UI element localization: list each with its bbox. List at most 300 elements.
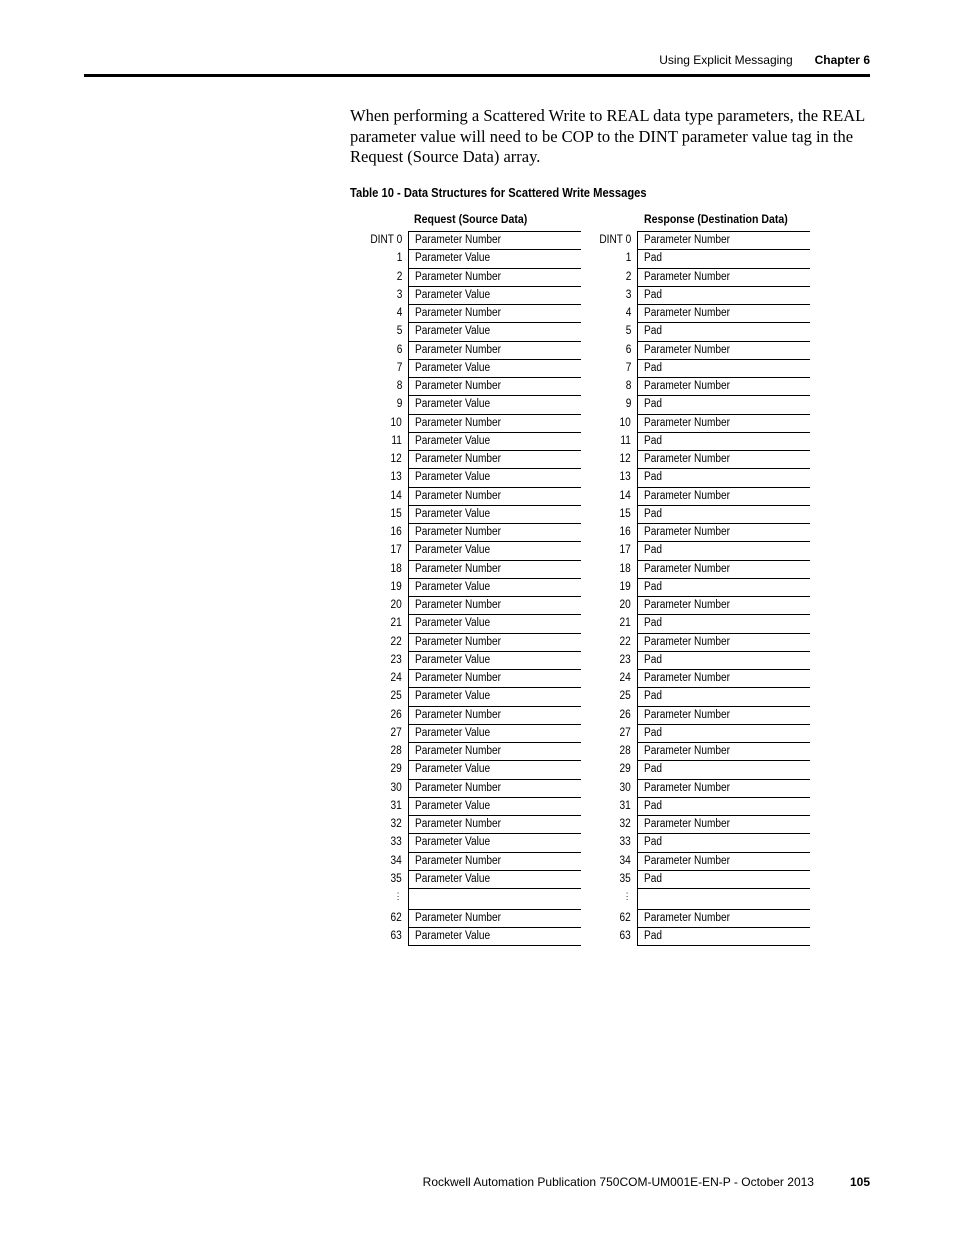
response-index-column: [577, 231, 637, 946]
response-row-index-text: 23: [619, 653, 631, 666]
request-row-index-text: 33: [390, 836, 402, 849]
request-row-index-text: 28: [390, 745, 402, 757]
response-row-value: [638, 359, 810, 377]
running-header: [659, 53, 870, 67]
response-row-index: [577, 687, 637, 705]
response-row-index: [577, 852, 637, 870]
request-row-index: [348, 304, 408, 322]
request-row-value: [409, 231, 581, 249]
request-row-value-text: Parameter Value: [415, 872, 491, 885]
request-row-value: [409, 909, 581, 927]
request-row-value: [409, 322, 581, 340]
request-row-value: [409, 779, 581, 797]
response-row-value: [638, 560, 810, 578]
response-row-value: [638, 687, 810, 705]
response-row-value-text: Parameter Number: [644, 380, 731, 392]
response-row-value: [638, 249, 810, 267]
response-row-value-text: Parameter Number: [644, 453, 731, 465]
response-row-index: [577, 414, 637, 432]
response-row-value: [638, 487, 810, 505]
response-row-index: [577, 742, 637, 760]
response-row-index: [577, 909, 637, 927]
response-row-value-text: Parameter Number: [644, 416, 731, 429]
request-row-index-text: 4: [396, 307, 402, 319]
response-row-value-text: Pad: [644, 507, 663, 520]
response-row-value: [638, 633, 810, 651]
request-row-index: [348, 760, 408, 778]
request-row-index: [348, 797, 408, 815]
response-row-value: [638, 578, 810, 596]
response-row-value: [638, 596, 810, 614]
request-row-value: [409, 852, 581, 870]
response-row-index-text: 15: [619, 507, 631, 520]
request-row-value-text: Parameter Number: [415, 818, 502, 830]
request-row-index: [348, 450, 408, 468]
request-row-value: [409, 633, 581, 651]
response-row-value: [638, 341, 810, 359]
request-row-value-text: Parameter Number: [415, 635, 502, 648]
response-row-value: [638, 505, 810, 523]
request-row-index-text: 12: [390, 453, 402, 465]
response-row-index-text: 6: [625, 343, 631, 356]
response-row-value: [638, 286, 810, 304]
request-row-index-text: 31: [390, 799, 402, 812]
request-row-value: [409, 359, 581, 377]
response-row-index-text: 19: [619, 580, 631, 593]
response-row-index-text: 26: [619, 708, 631, 721]
request-row-index-text: 32: [390, 818, 402, 830]
request-row-value-text: Parameter Number: [415, 562, 502, 575]
request-row-value-text: Parameter Number: [415, 307, 502, 319]
response-row-index: [577, 633, 637, 651]
request-row-index-text: 35: [390, 872, 402, 885]
response-row-index: [577, 322, 637, 340]
request-row-value-text: Parameter Value: [415, 252, 491, 265]
response-row-value: [638, 304, 810, 322]
request-row-index-text: 13: [390, 471, 402, 484]
request-row-value: [409, 669, 581, 687]
request-row-index-text: 25: [390, 690, 402, 703]
response-row-value: [638, 614, 810, 632]
response-row-value-text: Pad: [644, 836, 663, 849]
response-row-index: [577, 395, 637, 413]
request-row-value: [409, 377, 581, 395]
response-row-value: [638, 231, 810, 249]
request-row-index-text: 63: [390, 930, 402, 943]
response-row-index: [577, 541, 637, 559]
request-row-index: [348, 909, 408, 927]
request-row-value-text: Parameter Number: [415, 912, 502, 924]
request-row-index: [348, 578, 408, 596]
response-row-value: [638, 760, 810, 778]
response-row-index: [577, 760, 637, 778]
request-row-value: [409, 249, 581, 267]
response-row-index-text: 22: [619, 635, 631, 648]
request-row-index-text: 23: [390, 653, 402, 666]
request-row-index: [348, 432, 408, 450]
response-row-index-text: 30: [619, 781, 631, 794]
request-row-value-text: Parameter Number: [415, 234, 502, 246]
response-row-index: [577, 797, 637, 815]
request-row-index-text: 3: [396, 288, 402, 301]
request-row-value: [409, 560, 581, 578]
response-row-value-text: Pad: [644, 325, 663, 338]
response-row-index: [577, 870, 637, 888]
request-row-index: [348, 614, 408, 632]
request-row-value: [409, 578, 581, 596]
request-row-index-text: 30: [390, 781, 402, 794]
request-row-index: [348, 395, 408, 413]
response-row-index-text: 63: [619, 930, 631, 943]
request-row-index-text: 16: [390, 526, 402, 538]
request-row-value: [409, 833, 581, 851]
request-row-index: [348, 341, 408, 359]
request-row-value: [409, 760, 581, 778]
header-chapter: Chapter 6: [814, 53, 870, 67]
request-row-index: [348, 779, 408, 797]
response-row-value: [638, 724, 810, 742]
request-row-index-text: 24: [390, 672, 402, 684]
response-row-value: [638, 395, 810, 413]
request-row-index: [348, 231, 408, 249]
response-row-index-text: 32: [619, 818, 631, 830]
response-row-value-text: Parameter Number: [644, 343, 731, 356]
response-row-index: [577, 286, 637, 304]
response-row-index: [577, 468, 637, 486]
request-row-index: [348, 833, 408, 851]
request-row-value-text: Parameter Value: [415, 398, 491, 411]
request-row-index: [348, 468, 408, 486]
request-row-value: [409, 888, 581, 909]
request-row-index: [348, 651, 408, 669]
request-row-index: [348, 815, 408, 833]
request-row-value-text: Parameter Number: [415, 489, 502, 502]
header-rule: [84, 74, 870, 77]
request-row-index: [348, 669, 408, 687]
request-row-index: [348, 541, 408, 559]
response-row-index: [577, 833, 637, 851]
request-row-value: [409, 487, 581, 505]
request-row-value: [409, 523, 581, 541]
request-row-index: [348, 687, 408, 705]
request-row-index-text: DINT 0: [370, 234, 402, 246]
response-row-index: [577, 927, 637, 945]
response-row-index-text: 14: [619, 489, 631, 502]
request-row-value: [409, 341, 581, 359]
request-row-value: [409, 505, 581, 523]
request-row-value-text: Parameter Value: [415, 325, 491, 338]
response-row-value-text: Parameter Number: [644, 854, 731, 867]
response-row-value-text: Parameter Number: [644, 818, 731, 830]
request-row-index-text: 62: [390, 912, 402, 924]
response-row-index-text: 28: [619, 745, 631, 757]
response-row-index-text: 18: [619, 562, 631, 575]
header-section: Using Explicit Messaging: [659, 53, 793, 67]
table-caption: Table 10 - Data Structures for Scattered Write Messages: [350, 185, 647, 200]
response-row-value-text: Pad: [644, 763, 663, 776]
response-row-index: [577, 578, 637, 596]
response-row-value: [638, 797, 810, 815]
request-row-value: [409, 468, 581, 486]
request-index-column: [348, 231, 408, 946]
request-row-value: [409, 724, 581, 742]
request-row-value-text: Parameter Value: [415, 799, 491, 812]
response-row-index: [577, 596, 637, 614]
request-row-index-text: 10: [390, 416, 402, 429]
request-row-index: [348, 414, 408, 432]
response-row-index-text: 34: [619, 854, 631, 867]
request-row-index-text: 20: [390, 599, 402, 611]
response-row-value-text: Parameter Number: [644, 234, 731, 246]
response-row-value-text: Pad: [644, 799, 663, 812]
response-row-index: [577, 249, 637, 267]
response-row-index: [577, 779, 637, 797]
response-row-index-text: 21: [619, 617, 631, 630]
response-row-value: [638, 909, 810, 927]
response-row-value-text: Parameter Number: [644, 489, 731, 502]
request-row-index: [348, 852, 408, 870]
response-row-index-text: 9: [625, 398, 631, 411]
request-row-value-text: Parameter Value: [415, 690, 491, 703]
request-row-index: [348, 633, 408, 651]
response-row-value-text: Pad: [644, 930, 663, 943]
response-row-value-text: Parameter Number: [644, 562, 731, 575]
response-row-value-text: Parameter Number: [644, 781, 731, 794]
request-row-value-text: Parameter Number: [415, 416, 502, 429]
response-row-index: [577, 560, 637, 578]
request-row-index-text: 1: [396, 252, 402, 265]
request-row-value: [409, 596, 581, 614]
request-row-index: [348, 505, 408, 523]
response-row-value-text: Parameter Number: [644, 270, 731, 283]
request-row-value: [409, 450, 581, 468]
request-row-value-text: Parameter Value: [415, 580, 491, 593]
request-row-value-text: Parameter Value: [415, 471, 491, 484]
response-row-index-text: 33: [619, 836, 631, 849]
request-row-index-text: 17: [390, 544, 402, 557]
request-row-index-text: 11: [391, 434, 402, 447]
response-row-index-text: 27: [619, 726, 631, 739]
response-row-index-text: 12: [619, 453, 631, 465]
request-row-index: [348, 742, 408, 760]
response-row-index: [577, 450, 637, 468]
response-row-value: [638, 927, 810, 945]
response-row-value: [638, 742, 810, 760]
response-row-value-text: Pad: [644, 872, 663, 885]
request-value-column: [408, 231, 581, 946]
response-row-index: [577, 706, 637, 724]
response-row-index-text: 13: [619, 471, 631, 484]
request-row-index-text: 6: [396, 343, 402, 356]
response-row-value-text: Pad: [644, 398, 663, 411]
response-row-index: [577, 432, 637, 450]
request-row-value-text: Parameter Value: [415, 617, 491, 630]
response-row-value: [638, 706, 810, 724]
response-row-index: [577, 815, 637, 833]
request-row-index-text: 26: [390, 708, 402, 721]
request-column-title: Request (Source Data): [414, 212, 528, 226]
response-row-value-text: Pad: [644, 653, 663, 666]
response-row-index-text: 2: [625, 270, 631, 283]
request-row-value: [409, 870, 581, 888]
request-row-value: [409, 614, 581, 632]
response-row-index: [577, 268, 637, 286]
request-row-index: [348, 724, 408, 742]
response-row-value: [638, 322, 810, 340]
response-row-value-text: Parameter Number: [644, 708, 731, 721]
response-row-value-text: Parameter Number: [644, 526, 731, 538]
response-row-index-text: 8: [625, 380, 631, 392]
request-row-value-text: Parameter Number: [415, 745, 502, 757]
request-row-index: [348, 249, 408, 267]
response-row-value-text: Parameter Number: [644, 672, 731, 684]
response-row-value-text: Pad: [644, 252, 663, 265]
request-row-value-text: Parameter Number: [415, 343, 502, 356]
request-row-index: [348, 286, 408, 304]
response-row-value-text: Pad: [644, 288, 663, 301]
response-row-value: [638, 450, 810, 468]
response-row-index-text: 3: [625, 288, 631, 301]
request-row-value-text: Parameter Value: [415, 507, 491, 520]
response-row-value-text: Pad: [644, 690, 663, 703]
response-row-index-text: 20: [619, 599, 631, 611]
response-row-value-text: Pad: [644, 544, 663, 557]
response-row-index-text: 5: [625, 325, 631, 338]
request-row-value-text: Parameter Value: [415, 544, 491, 557]
page-number: 105: [849, 1175, 870, 1189]
response-row-value-text: Pad: [644, 617, 663, 630]
response-row-value: [638, 268, 810, 286]
response-row-value-text: Parameter Number: [644, 635, 731, 648]
request-row-index-text: 27: [390, 726, 402, 739]
response-row-index-text: 35: [619, 872, 631, 885]
request-row-index: [348, 870, 408, 888]
request-row-index-text: 7: [396, 361, 402, 374]
intro-paragraph: When performing a Scattered Write to REAL data type parameters, the REAL parameter value will need to be COP to the DINT parameter value tag in the Request (Source Data) array.: [350, 106, 865, 166]
response-row-value-text: Parameter Number: [644, 745, 731, 757]
response-row-index-text: 7: [625, 361, 631, 374]
response-row-index-text: 17: [619, 544, 631, 557]
response-row-index-text: 10: [619, 416, 631, 429]
response-row-index: [577, 651, 637, 669]
request-row-value: [409, 286, 581, 304]
request-row-value-text: Parameter Number: [415, 270, 502, 283]
response-row-index: [577, 487, 637, 505]
response-row-value: [638, 523, 810, 541]
response-row-index: [577, 505, 637, 523]
request-row-value-text: Parameter Number: [415, 599, 502, 611]
request-row-value-text: Parameter Number: [415, 380, 502, 392]
response-row-index-text: 16: [619, 526, 631, 538]
request-row-value: [409, 541, 581, 559]
request-row-index-text: ⋮: [394, 891, 402, 901]
request-row-index-text: 2: [396, 270, 402, 283]
request-row-value-text: Parameter Value: [415, 653, 491, 666]
request-row-value: [409, 687, 581, 705]
request-row-value-text: Parameter Value: [415, 726, 491, 739]
request-row-index-text: 21: [390, 617, 402, 630]
request-row-value: [409, 815, 581, 833]
request-row-value-text: Parameter Value: [415, 930, 491, 943]
response-row-index: [577, 724, 637, 742]
request-row-index-text: 19: [390, 580, 402, 593]
response-row-value-text: Parameter Number: [644, 912, 731, 924]
request-row-value: [409, 706, 581, 724]
response-value-column: [637, 231, 810, 946]
response-row-value: [638, 852, 810, 870]
request-row-index-text: 15: [390, 507, 402, 520]
request-row-index: [348, 268, 408, 286]
request-row-value: [409, 395, 581, 413]
request-row-value-text: Parameter Number: [415, 854, 502, 867]
response-row-value-text: Parameter Number: [644, 599, 731, 611]
request-row-index: [348, 359, 408, 377]
response-row-value-text: Parameter Number: [644, 307, 731, 319]
page-footer: [423, 1175, 870, 1189]
response-row-index-text: 31: [619, 799, 631, 812]
request-row-value-text: Parameter Number: [415, 708, 502, 721]
request-row-value-text: Parameter Number: [415, 526, 502, 538]
response-row-index-text: 1: [625, 252, 631, 265]
request-row-index: [348, 596, 408, 614]
response-row-index: [577, 669, 637, 687]
response-row-index: [577, 231, 637, 249]
response-row-index: [577, 377, 637, 395]
response-row-value: [638, 779, 810, 797]
response-row-index: [577, 341, 637, 359]
request-row-index: [348, 322, 408, 340]
request-row-index: [348, 487, 408, 505]
request-row-index-text: 9: [396, 398, 402, 411]
request-row-value-text: Parameter Value: [415, 836, 491, 849]
request-row-index-text: 18: [390, 562, 402, 575]
request-row-value-text: Parameter Number: [415, 781, 502, 794]
response-row-index-text: 11: [620, 434, 631, 447]
request-row-value: [409, 304, 581, 322]
request-row-value: [409, 742, 581, 760]
response-row-index: [577, 359, 637, 377]
request-row-value-text: Parameter Value: [415, 288, 491, 301]
request-row-value-text: Parameter Number: [415, 453, 502, 465]
request-row-index: [348, 706, 408, 724]
request-row-index-text: 14: [390, 489, 402, 502]
response-row-value-text: Pad: [644, 580, 663, 593]
request-row-index: [348, 888, 408, 909]
request-row-index-text: 29: [390, 763, 402, 776]
response-row-value: [638, 414, 810, 432]
response-row-index-text: ⋮: [623, 891, 631, 901]
response-row-value: [638, 432, 810, 450]
response-row-value-text: Pad: [644, 361, 663, 374]
request-row-value: [409, 414, 581, 432]
response-row-index-text: DINT 0: [599, 234, 631, 246]
request-row-value-text: Parameter Number: [415, 672, 502, 684]
request-row-value-text: Parameter Value: [415, 763, 491, 776]
request-row-value-text: Parameter Value: [415, 434, 491, 447]
response-row-index: [577, 304, 637, 322]
request-row-index: [348, 560, 408, 578]
request-row-value: [409, 651, 581, 669]
response-row-value: [638, 669, 810, 687]
request-row-value: [409, 268, 581, 286]
response-row-value-text: Pad: [644, 726, 663, 739]
response-row-value: [638, 468, 810, 486]
response-row-value: [638, 815, 810, 833]
response-row-value: [638, 541, 810, 559]
response-row-index-text: 62: [619, 912, 631, 924]
response-row-value: [638, 870, 810, 888]
footer-publication: Rockwell Automation Publication 750COM-UM001E-EN-P - October 2013: [422, 1175, 814, 1189]
